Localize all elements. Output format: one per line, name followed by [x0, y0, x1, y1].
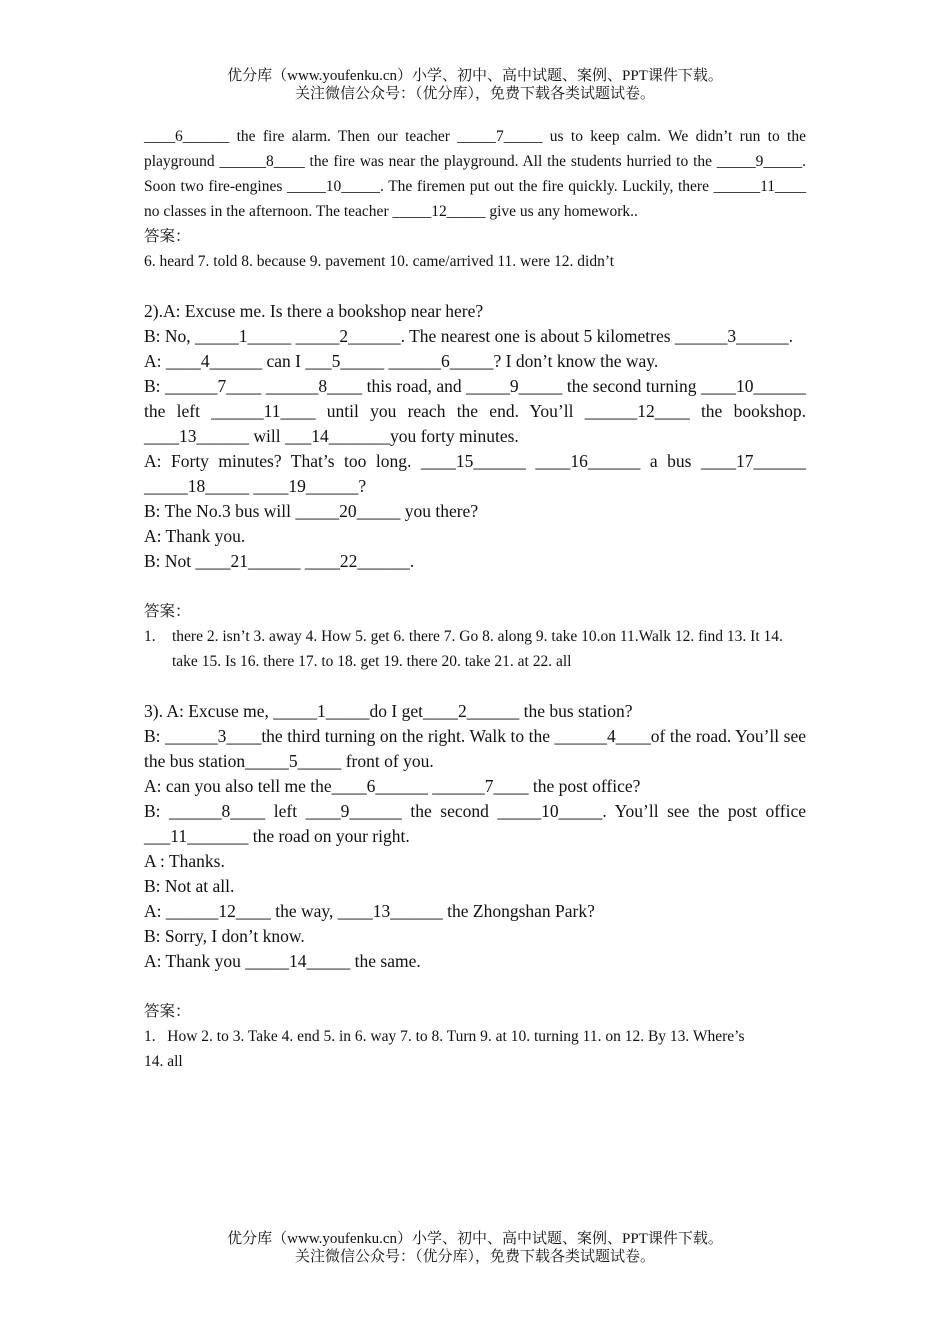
- section2-line-4: B: ______7____ ______8____ this road, and _____9_____ the second turning ____10______ the left ______11____ until you reach the end. You’ll ______12____ the bookshop. ____13______ will ___14_______you forty minutes.: [144, 376, 806, 446]
- section3-line-9: A: Thank you _____14_____ the same.: [144, 951, 421, 971]
- spacer: [144, 574, 806, 599]
- spacer: [144, 674, 806, 699]
- section2-line-3: A: ____4______ can I ___5_____ ______6_____? I don’t know the way.: [144, 351, 659, 371]
- section2-answers: [144, 624, 806, 674]
- section3-answers-line-1: [144, 1024, 806, 1049]
- page-footer: [0, 1230, 950, 1266]
- section3-answer-text: How 2. to 3. Take 4. end 5. in 6. way 7. to 8. Turn 9. at 10. turning 11. on 12. By 13. Where’s: [167, 1028, 745, 1045]
- section2-line-1: 2).A: Excuse me. Is there a bookshop near here?: [144, 301, 484, 321]
- section3-line-7: A: ______12____ the way, ____13______ the Zhongshan Park?: [144, 901, 595, 921]
- section3-line-5: A : Thanks.: [144, 851, 225, 871]
- header-line-1: 优分库（www.youfenku.cn）小学、初中、高中试题、案例、PPT课件下载。: [227, 68, 723, 84]
- section2-answer-text: there 2. isn’t 3. away 4. How 5. get 6. there 7. Go 8. along 9. take 10.on 11.Walk 12. find 13. It 14. take 15. Is 16. there 17. to 18. get 19. there 20. take 21. at 22. all: [172, 628, 783, 670]
- footer-line-1: 优分库（www.youfenku.cn）小学、初中、高中试题、案例、PPT课件下载。: [227, 1231, 723, 1247]
- section3-answer-number: 1.: [144, 1028, 156, 1045]
- spacer: [144, 974, 806, 999]
- section2-line-7: A: Thank you.: [144, 526, 246, 546]
- page-header: [0, 67, 950, 103]
- section2-answer-number: 1.: [144, 628, 156, 645]
- section3-line-3: A: can you also tell me the____6______ ______7____ the post office?: [144, 776, 641, 796]
- section3-line-1: 3). A: Excuse me, _____1_____do I get____2______ the bus station?: [144, 701, 633, 721]
- section2-line-6: B: The No.3 bus will _____20_____ you there?: [144, 501, 479, 521]
- section2-line-5: A: Forty minutes? That’s too long. ____15______ ____16______ a bus ____17______ _____18_____ ____19______?: [144, 451, 806, 496]
- footer-line-2: 关注微信公众号：（优分库），免费下载各类试题试卷。: [294, 1249, 655, 1265]
- header-line-2: 关注微信公众号：（优分库），免费下载各类试题试卷。: [294, 86, 655, 102]
- section3-line-4: B: ______8____ left ____9______ the second _____10_____. You’ll see the post office ___11_______ the road on your right.: [144, 801, 806, 846]
- document-body: [144, 124, 806, 1074]
- section3-answers-line-2: 14. all: [144, 1053, 183, 1070]
- section2-line-2: B: No, _____1_____ _____2______. The nearest one is about 5 kilometres ______3______.: [144, 326, 794, 346]
- section3-line-8: B: Sorry, I don’t know.: [144, 926, 305, 946]
- section1-answers: 6. heard 7. told 8. because 9. pavement 10. came/arrived 11. were 12. didn’t: [144, 253, 615, 270]
- section2-line-8: B: Not ____21______ ____22______.: [144, 551, 415, 571]
- section1-paragraph: ____6______ the fire alarm. Then our teacher _____7_____ us to keep calm. We didn’t run to the playground ______8____ the fire was near the playground. All the students hurried to the _____9_____. Soon two fire-engines _____10_____. The firemen put out the fire quickly. Luckily, there ______11____ no classes in the afternoon. The teacher _____12_____ give us any homework..: [144, 128, 806, 220]
- section1-answer-label: 答案：: [144, 228, 191, 245]
- section3-answer-label: 答案：: [144, 1003, 191, 1020]
- section3-line-2: B: ______3____the third turning on the right. Walk to the ______4____of the road. You’ll see the bus station_____5_____ front of you.: [144, 726, 806, 771]
- spacer: [144, 274, 806, 299]
- section2-answer-label: 答案：: [144, 603, 191, 620]
- section3-line-6: B: Not at all.: [144, 876, 235, 896]
